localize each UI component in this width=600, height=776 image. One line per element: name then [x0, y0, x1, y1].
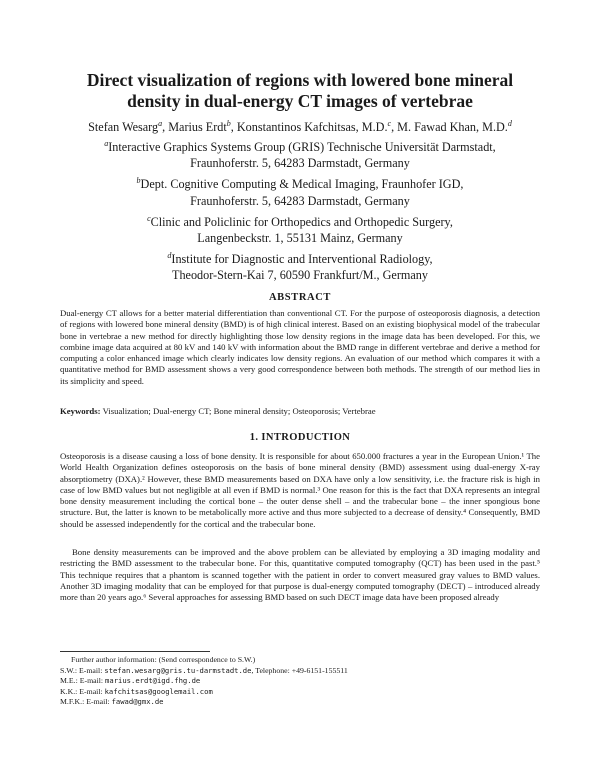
author-list: Stefan Wesarg$^a$, Marius Erdt$^b$, Konstantinos Kafchitsas, M.D.$^c$, M. Fawad Khan, M.D.$^d$: [88, 118, 512, 134]
author-name: Marius Erdt: [168, 120, 227, 134]
affil-marker: d: [167, 250, 172, 260]
author-affil-marker: c: [387, 118, 392, 128]
title-line-1: Direct visualization of regions with lowered bone mineral: [86, 70, 514, 90]
footnote-prefix: K.K.: E-mail:: [60, 686, 105, 696]
affil-line-1: Institute for Diagnostic and Interventional Radiology,: [171, 251, 433, 266]
affil-line-2: Langenbeckstr. 1, 55131 Mainz, Germany: [197, 231, 403, 246]
email-link[interactable]: kafchitsas@googlemail.com: [104, 686, 213, 696]
email-link[interactable]: marius.erdt@igd.fhg.de: [105, 676, 201, 686]
affiliation: [40, 251, 560, 284]
affiliation: [40, 214, 560, 247]
footnote-line: [60, 676, 540, 687]
author-name: M. Fawad Khan, M.D.: [397, 120, 508, 134]
abstract-text: Dual-energy CT allows for a better material differentiation than conventional CT. For the purpose of osteoporosis diagnosis, a detection of regions with lowered bone mineral density (BMD) is of high clinical interest. Based on an existing biophysical model of the trabecular bone in vertebrae a new method for directly highlighting those low density regions in the image data has been developed. For this, we combine image data acquired at 80 kV and 140 kV with information about the BMD range in different vertebrae and derive a method for computing a color enhanced image which clearly indicates low density regions. An evaluation of our method which compares it with a quantitative method for BMD assessment shows a very good correspondence between both methods. The strength of our method lies in its simplicity and speed.: [60, 308, 540, 386]
keywords: [60, 406, 540, 417]
paper-title: [40, 70, 560, 112]
intro-paragraph-1: Osteoporosis is a disease causing a loss of bone density. It is responsible for about 650.000 fractures a year in the European Union.¹ The World Health Organization defines osteoporosis on the basis of bone mineral density (BMD) assessment using dual-energy X-ray absorptiometry (DXA).² However, these BMD measurements based on DXA have only a low sensitivity, i.e. the fracture risk is high in case of low BMD values but not negligible at all even if BMD is normal.³ One reason for this is the fact that DXA represents an integral bone density measurement including the cortical bone – the outer dense shell – and the trabecular bone – the inner spongious bone structure. But, the latter is known to be metabolically more active and thus more subjected to a decrease of density.⁴ Consequently, BMD should be assessed independently for the cortical and the trabecular bone.: [60, 451, 540, 529]
footnote-line: [60, 697, 540, 708]
footnote-rule: [60, 651, 210, 652]
footnote-line: [60, 687, 540, 698]
author-affil-marker: a: [158, 118, 163, 128]
email-link[interactable]: stefan.wesarg@gris.tu-darmstadt.de: [104, 665, 252, 675]
affil-line-2: Fraunhoferstr. 5, 64283 Darmstadt, Germany: [190, 156, 410, 171]
title-line-2: density in dual-energy CT images of vertebrae: [127, 91, 473, 111]
affil-line-1: Clinic and Policlinic for Orthopedics and Orthopedic Surgery,: [150, 214, 453, 229]
footnote-prefix: M.E.: E-mail:: [60, 676, 106, 686]
author-affil-marker: d: [507, 118, 512, 128]
affil-line-1: Interactive Graphics Systems Group (GRIS) Technische Universität Darmstadt,: [108, 140, 496, 154]
section-heading-introduction: 1. INTRODUCTION: [249, 432, 351, 443]
footnotes: [60, 655, 540, 708]
affiliation: [40, 139, 560, 172]
affil-line-2: Fraunhoferstr. 5, 64283 Darmstadt, Germany: [190, 193, 410, 208]
affil-line-2: Theodor-Stern-Kai 7, 60590 Frankfurt/M., Germany: [172, 268, 428, 283]
intro-paragraph-2: Bone density measurements can be improved and the above problem can be alleviated by employing a 3D imaging modality and restricting the BMD assessment to the trabecular bone. For this, quantitative computed tomography (QCT) has been used in the past.⁵ This technique requires that a phantom is scanned together with the patient in order to convert measured gray values to BMD values. Another 3D imaging modality that can be employed for that purpose is dual-energy computed tomography (DECT) – introduced already more than 20 years ago.⁶ Several approaches for assessing BMD based on such DECT image data have been proposed already: [60, 547, 540, 603]
affiliation: [40, 176, 560, 209]
author-affil-marker: b: [226, 118, 231, 128]
affiliation-list: [40, 139, 560, 288]
affil-marker: a: [104, 138, 109, 148]
footnote-prefix: S.W.: E-mail:: [60, 665, 105, 675]
footnote-header: Further author information: (Send correspondence to S.W.): [71, 655, 256, 664]
affil-marker: c: [147, 213, 151, 223]
email-link[interactable]: fawad@gmx.de: [111, 697, 164, 707]
affil-marker: b: [136, 176, 141, 186]
author-name: Konstantinos Kafchitsas, M.D.: [236, 120, 388, 134]
keywords-text: Visualization; Dual-energy CT; Bone mineral density; Osteoporosis; Vertebrae: [102, 406, 376, 416]
footnote-prefix: M.F.K.: E-mail:: [60, 697, 112, 707]
author-name: Stefan Wesarg: [88, 120, 159, 134]
footnote-suffix: , Telephone: +49-6151-155511: [251, 665, 348, 675]
abstract-heading: ABSTRACT: [269, 292, 331, 303]
keywords-label: Keywords:: [60, 406, 101, 416]
affil-line-1: Dept. Cognitive Computing & Medical Imaging, Fraunhofer IGD,: [140, 177, 464, 192]
footnote-line: [60, 666, 540, 677]
